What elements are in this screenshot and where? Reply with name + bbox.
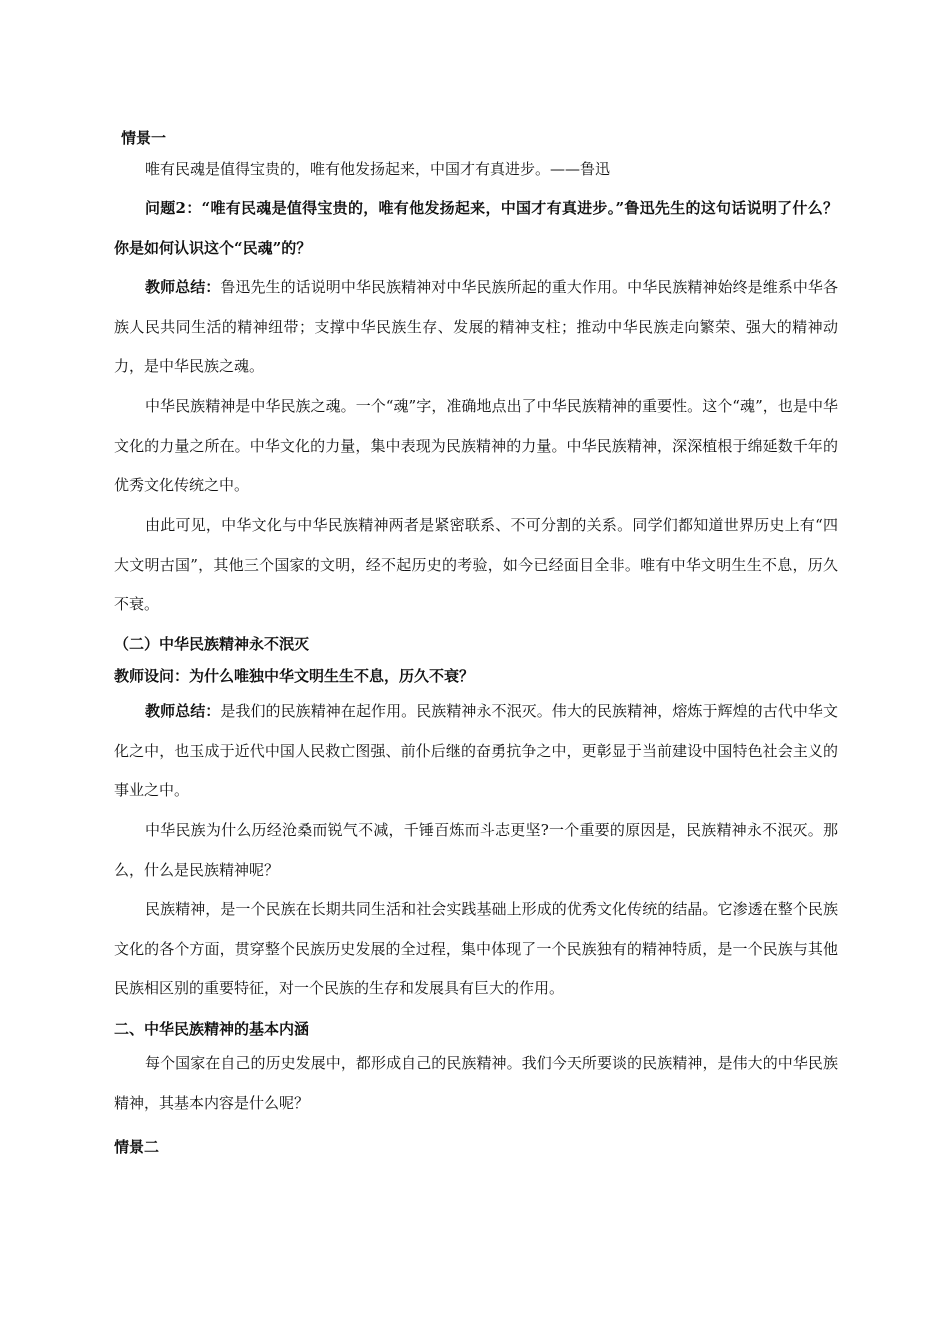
paragraph-why: 中华民族为什么历经沧桑而锐气不减，千锤百炼而斗志更坚?一个重要的原因是，民族精神永不泯灭。那么，什么是民族精神呢？ [114, 821, 838, 879]
paragraph-civilization: 由此可见，中华文化与中华民族精神两者是紧密联系、不可分割的关系。同学们都知道世界历史上有“四大文明古国”，其他三个国家的文明，经不起历史的考验，如今已经面目全非。唯有中华文明生生不息，历久不衰。 [114, 516, 838, 613]
paragraph-definition: 民族精神，是一个民族在长期共同生活和社会实践基础上形成的优秀文化传统的结晶。它渗透在整个民族文化的各个方面，贯穿整个民族历史发展的全过程，集中体现了一个民族独有的精神特质，是一个民族与其他民族相区别的重要特征，对一个民族的生存和发展具有巨大的作用。 [114, 900, 838, 997]
summary-label: 教师总结： [145, 278, 221, 296]
paragraph-content: 每个国家在自己的历史发展中，都形成自己的民族精神。我们今天所要谈的民族精神，是伟大的中华民族精神，其基本内容是什么呢？ [114, 1054, 838, 1112]
section-two-heading: 二、中华民族精神的基本内涵 [114, 1020, 310, 1038]
summary-label: 教师总结： [145, 702, 221, 720]
teacher-question: 教师设问：为什么唯独中华文明生生不息，历久不衰？ [114, 667, 475, 685]
summary-text: 鲁迅先生的话说明中华民族精神对中华民族所起的重大作用。中华民族精神始终是维系中华各族人民共同生活的精神纽带；支撑中华民族生存、发展的精神支柱；推动中华民族走向繁荣、强大的精神动力，是中华民族之魂。 [114, 278, 838, 375]
teacher-summary-two [114, 692, 838, 811]
heading-scene-one: 情景一 [121, 129, 167, 147]
quote-luxun: 唯有民魂是值得宝贵的，唯有他发扬起来，中国才有真进步。——鲁迅 [145, 160, 611, 178]
summary-text: 是我们的民族精神在起作用。民族精神永不泯灭。伟大的民族精神，熔炼于辉煌的古代中华文化之中，也玉成于近代中国人民救亡图强、前仆后继的奋勇抗争之中，更彰显于当前建设中国特色社会主义的事业之中。 [114, 702, 838, 799]
heading-scene-two: 情景二 [114, 1138, 160, 1156]
teacher-summary-one [114, 268, 838, 387]
subsection-heading: （二）中华民族精神永不泯灭 [114, 635, 310, 653]
question-two: 问题2：“唯有民魂是值得宝贵的，唯有他发扬起来，中国才有真进步。”鲁迅先生的这句话说明了什么？你是如何认识这个“民魂”的？ [114, 199, 838, 257]
paragraph-national-soul: 中华民族精神是中华民族之魂。一个“魂”字，准确地点出了中华民族精神的重要性。这个“魂”，也是中华文化的力量之所在。中华文化的力量，集中表现为民族精神的力量。中华民族精神，深深植根于绵延数千年的优秀文化传统之中。 [114, 397, 838, 494]
